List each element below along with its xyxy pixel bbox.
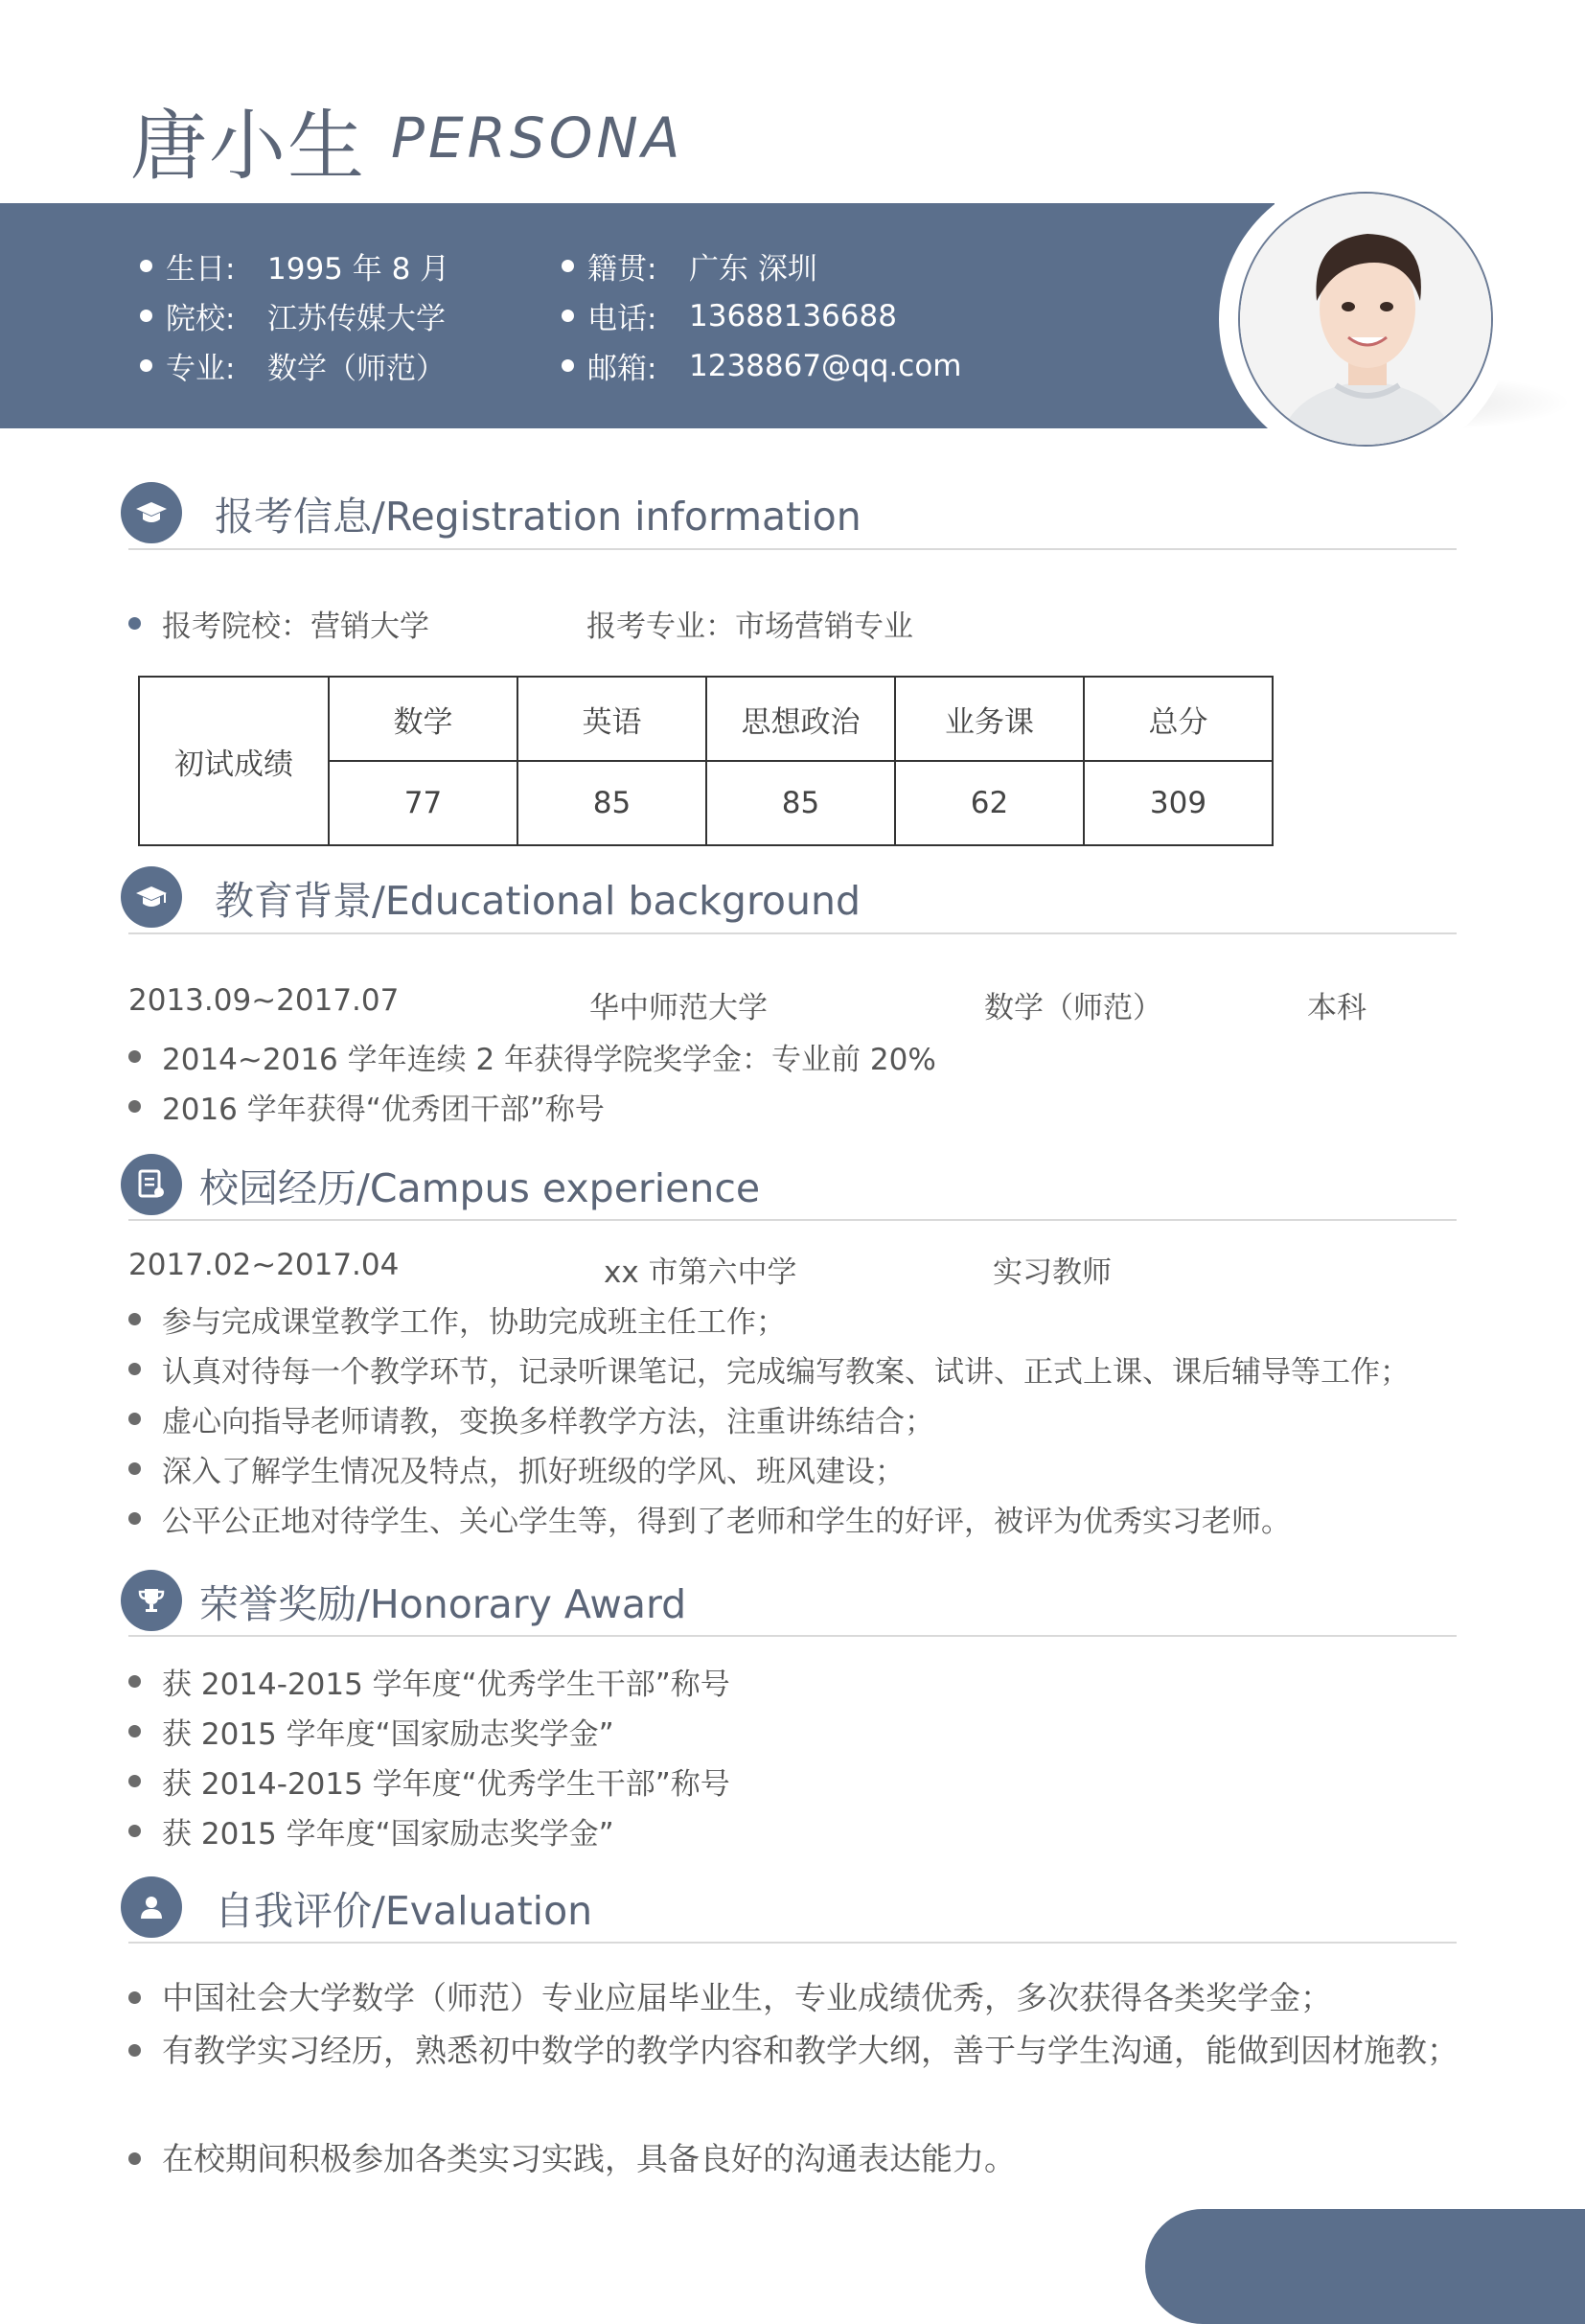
- score-header: 总分: [1084, 677, 1273, 761]
- info-school: [140, 294, 446, 337]
- bullet-icon: [128, 1050, 141, 1063]
- section-registration-header: [121, 482, 861, 543]
- list-item-text: 2016 学年获得“优秀团干部”称号: [162, 1093, 605, 1127]
- bullet-icon: [128, 1363, 141, 1375]
- education-degree: 本科: [1307, 991, 1367, 1025]
- bullet-icon: [128, 1825, 141, 1837]
- info-value: 13688136688: [689, 298, 897, 334]
- score-header: 思想政治: [706, 677, 895, 761]
- section-divider: [128, 1635, 1457, 1637]
- bullet-icon: [128, 1725, 141, 1737]
- info-value: 江苏传媒大学: [267, 302, 446, 336]
- list-item-text: 获 2014-2015 学年度“优秀学生干部”称号: [162, 1668, 730, 1702]
- score-cell: 62: [895, 761, 1084, 845]
- section-education-header: [121, 866, 861, 928]
- info-label: 邮箱:: [587, 352, 657, 386]
- list-item-text: 获 2014-2015 学年度“优秀学生干部”称号: [162, 1767, 730, 1802]
- list-item-text: 获 2015 学年度“国家励志奖学金”: [162, 1717, 614, 1752]
- info-value: 1995 年 8 月: [267, 252, 450, 287]
- section-evaluation-header: [121, 1876, 592, 1938]
- bullet-icon: [128, 2152, 141, 2165]
- list-item-text: 参与完成课堂教学工作，协助完成班主任工作；: [162, 1305, 786, 1340]
- bullet-icon: [128, 1991, 141, 2004]
- info-value: 数学（师范）: [267, 352, 446, 386]
- list-item-text: 认真对待每一个教学环节，记录听课笔记，完成编写教案、试讲、正式上课、课后辅导等工作；: [162, 1355, 1410, 1390]
- section-divider: [128, 1942, 1457, 1944]
- score-cell: 85: [517, 761, 706, 845]
- info-label: 籍贯:: [587, 252, 657, 287]
- trophy-icon: [121, 1570, 182, 1631]
- section-title: 校园经历/Campus experience: [199, 1164, 761, 1211]
- registration-school: [128, 602, 429, 645]
- education-major: 数学（师范）: [984, 991, 1162, 1025]
- list-item-text: 2014~2016 学年连续 2 年获得学院奖学金：专业前 20%: [162, 1043, 936, 1077]
- info-label: 院校:: [166, 302, 236, 336]
- bullet-icon: [128, 1675, 141, 1688]
- list-item-text: 中国社会大学数学（师范）专业应届毕业生，专业成绩优秀，多次获得各类奖学金；: [162, 1979, 1332, 2016]
- info-birthday: [140, 244, 449, 288]
- list-item: [128, 2132, 1470, 2185]
- list-item: [128, 1660, 730, 1703]
- bullet-icon: [140, 260, 152, 272]
- section-title: 荣誉奖励/Honorary Award: [199, 1580, 687, 1627]
- section-divider: [128, 1219, 1457, 1221]
- bullet-icon: [562, 359, 574, 372]
- section-campus-header: [121, 1154, 760, 1215]
- list-item: [128, 1447, 905, 1490]
- bullet-icon: [128, 1100, 141, 1113]
- section-title: 报考信息/Registration information: [215, 493, 861, 540]
- bullet-icon: [562, 310, 574, 322]
- list-item-text: 虚心向指导老师请教，变换多样教学方法，注重讲练结合；: [162, 1405, 934, 1439]
- avatar-illustration: [1240, 194, 1493, 447]
- score-cell: 309: [1084, 761, 1273, 845]
- list-item: [128, 2024, 1460, 2077]
- list-item: [128, 1347, 1410, 1391]
- bullet-icon: [128, 1512, 141, 1525]
- list-item: [128, 1035, 936, 1078]
- mortarboard-icon: [121, 482, 182, 543]
- bullet-icon: [128, 1775, 141, 1787]
- registration-major: 报考专业：市场营销专业: [586, 610, 913, 644]
- section-title: 自我评价/Evaluation: [215, 1887, 593, 1934]
- list-item: [128, 1971, 1470, 2024]
- info-label: 生日:: [166, 252, 236, 287]
- registration-school-text: 报考院校：营销大学: [162, 610, 429, 644]
- score-table: [138, 676, 1274, 846]
- list-item: [128, 1397, 934, 1440]
- list-item-text: 公平公正地对待学生、关心学生等，得到了老师和学生的好评，被评为优秀实习老师。: [162, 1505, 1291, 1539]
- section-divider: [128, 548, 1457, 550]
- info-label: 电话:: [587, 302, 657, 336]
- score-header: 数学: [329, 677, 517, 761]
- section-title: 教育背景/Educational background: [215, 877, 861, 924]
- list-item: [128, 1809, 614, 1852]
- certificate-icon: [121, 1154, 182, 1215]
- bullet-icon: [562, 260, 574, 272]
- score-cell: 85: [706, 761, 895, 845]
- info-major: [140, 344, 446, 387]
- campus-org: xx 市第六中学: [604, 1255, 797, 1290]
- list-item: [128, 1298, 786, 1341]
- bullet-icon: [128, 1313, 141, 1325]
- info-phone: [562, 294, 897, 337]
- corner-decoration: [1145, 2209, 1585, 2324]
- bullet-icon: [128, 1462, 141, 1475]
- bullet-icon: [140, 359, 152, 372]
- score-header: 英语: [517, 677, 706, 761]
- graduation-cap-icon: [121, 866, 182, 928]
- info-value: 广东 深圳: [689, 252, 817, 287]
- info-hometown: [562, 244, 817, 288]
- score-row-label: 初试成绩: [139, 677, 329, 845]
- list-item-text: 深入了解学生情况及特点，抓好班级的学风、班风建设；: [162, 1455, 905, 1489]
- bullet-icon: [128, 617, 141, 630]
- user-icon: [121, 1876, 182, 1938]
- info-label: 专业:: [166, 352, 236, 386]
- section-honors-header: [121, 1570, 686, 1631]
- campus-role: 实习教师: [993, 1255, 1112, 1290]
- list-item-text: 获 2015 学年度“国家励志奖学金”: [162, 1817, 614, 1852]
- bullet-icon: [128, 1413, 141, 1425]
- list-item: [128, 1497, 1291, 1540]
- list-item-text: 有教学实习经历，熟悉初中数学的教学内容和教学大纲，善于与学生沟通，能做到因材施教；: [162, 2032, 1459, 2069]
- avatar: [1238, 192, 1493, 447]
- score-cell: 77: [329, 761, 517, 845]
- info-email: [562, 344, 961, 387]
- resume-name: 唐小生: [130, 102, 366, 191]
- info-value: 1238867@qq.com: [689, 348, 962, 383]
- bullet-icon: [140, 310, 152, 322]
- list-item: [128, 1710, 614, 1753]
- education-school: 华中师范大学: [589, 991, 768, 1025]
- list-item-text: 在校期间积极参加各类实习实践，具备良好的沟通表达能力。: [162, 2140, 1016, 2177]
- score-header: 业务课: [895, 677, 1084, 761]
- education-period: 2013.09~2017.07: [128, 983, 400, 1018]
- campus-period: 2017.02~2017.04: [128, 1248, 400, 1282]
- list-item: [128, 1085, 605, 1128]
- bullet-icon: [128, 2044, 141, 2057]
- list-item: [128, 1760, 730, 1803]
- resume-subtitle: PERSONA: [391, 105, 684, 171]
- section-divider: [128, 932, 1457, 934]
